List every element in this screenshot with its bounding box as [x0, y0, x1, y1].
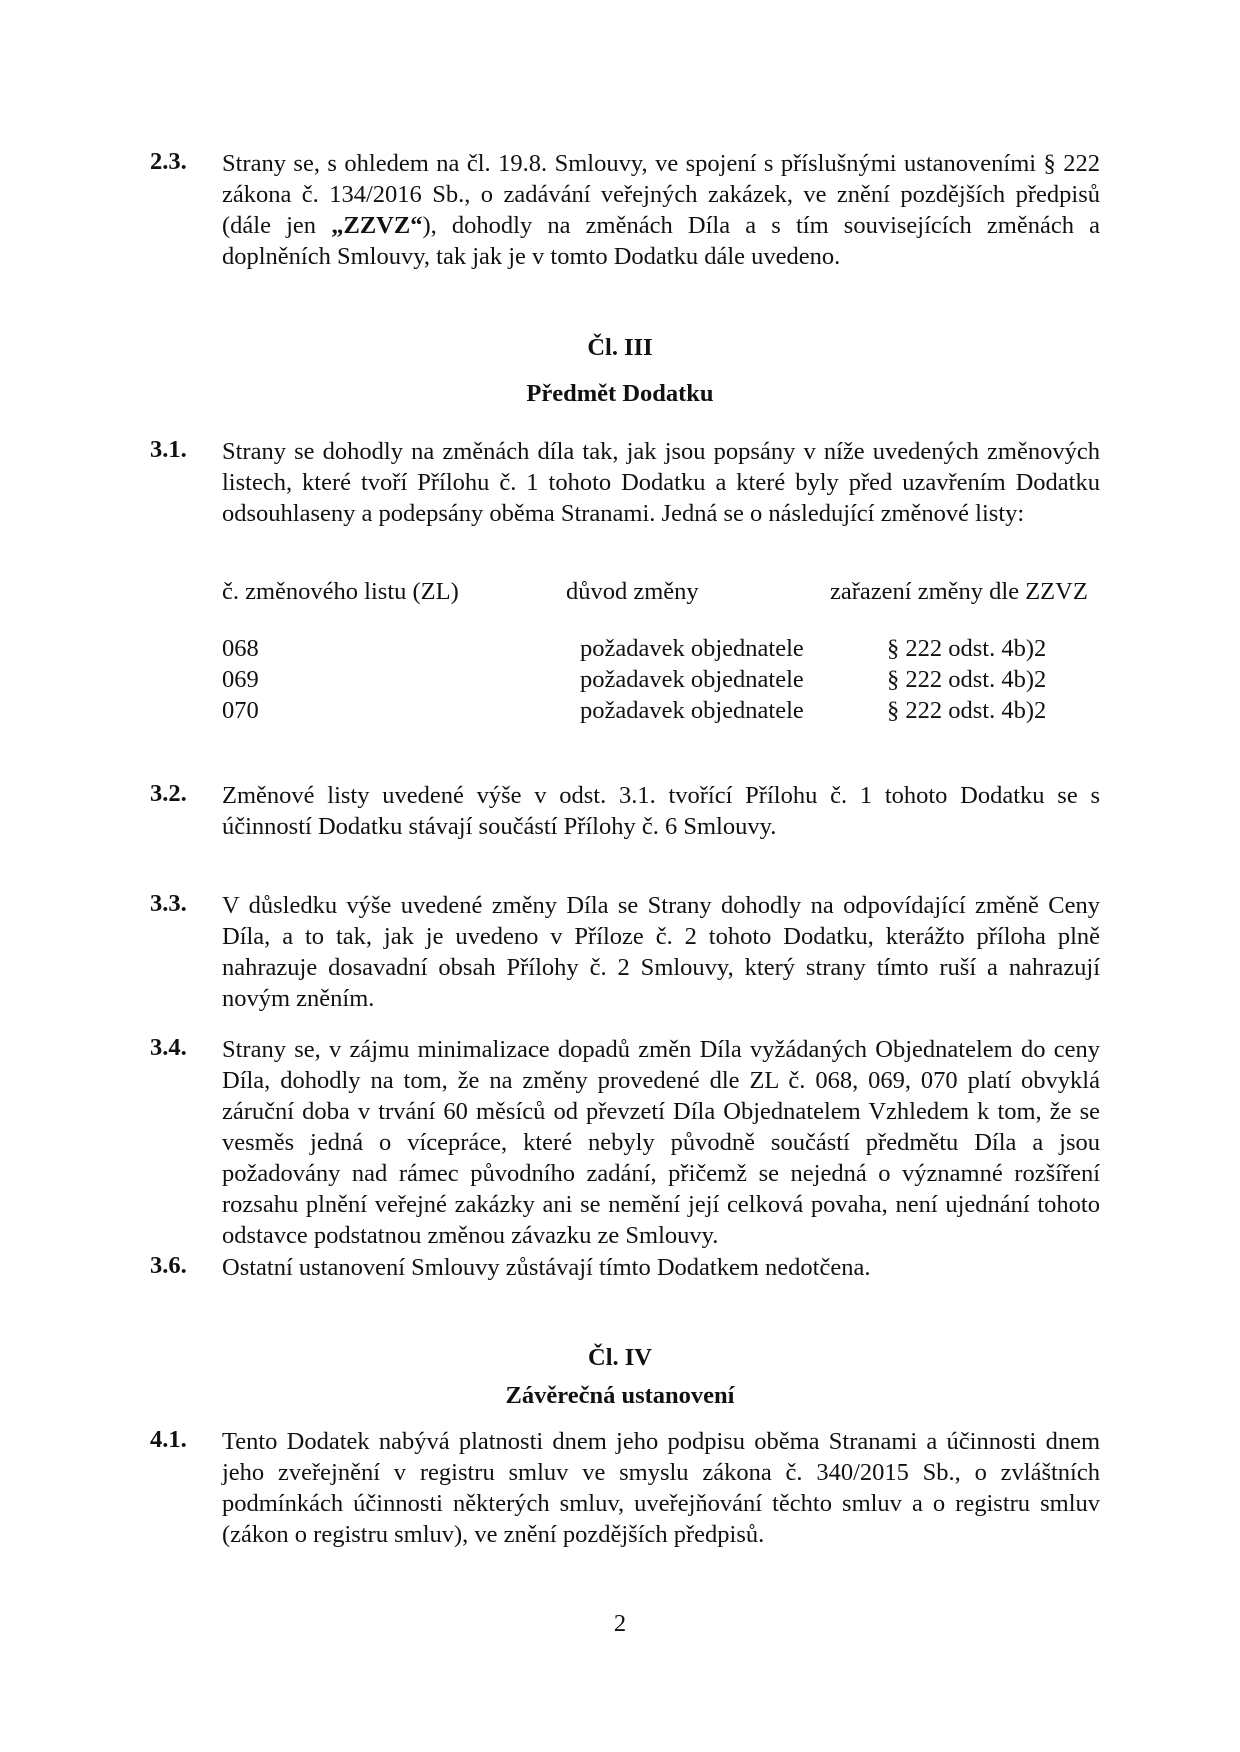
table-cell: požadavek objednatele	[580, 697, 804, 724]
clause-4-1	[150, 1426, 1100, 1550]
table-cell: 070	[222, 697, 259, 724]
table-cell: 068	[222, 635, 259, 662]
page-number: 2	[613, 1610, 627, 1637]
table-row	[222, 633, 1102, 664]
clause-text: Změnové listy uvedené výše v odst. 3.1. tvořící Přílohu č. 1 tohoto Dodatku se s účinností Dodatku stávají součástí Přílohy č. 6 Smlouvy.	[222, 782, 1100, 840]
clause-number: 3.6.	[150, 1252, 187, 1279]
clause-text: Strany se, v zájmu minimalizace dopadů změn Díla vyžádaných Objednatelem do ceny Díla, dohodly na tom, že na změny provedené dle ZL č. 068, 069, 070 platí obvyklá záruční doba v trvání 60 měsíců od převzetí Díla Objednatelem Vzhledem k tom, že se vesměs jedná o vícepráce, které nebyly původně součástí předmětu Díla a jsou požadovány nad rámec původního zadání, přičemž se nejedná o významné rozšíření rozsahu plnění veřejné zakázky ani se nemění její celková povaha, není ujednání tohoto odstavce podstatnou změnou závazku ze Smlouvy.	[222, 1036, 1100, 1249]
article-number: Čl. IV	[588, 1344, 652, 1371]
table-cell: § 222 odst. 4b)2	[887, 635, 1047, 662]
table-row	[222, 695, 1102, 726]
table-cell: požadavek objednatele	[580, 666, 804, 693]
column-header: zařazení změny dle ZZVZ	[830, 578, 1088, 605]
clause-3-2	[150, 780, 1100, 842]
clause-number: 3.3.	[150, 890, 187, 917]
article-number: Čl. III	[587, 334, 653, 361]
clause-text: Strany se, s ohledem na čl. 19.8. Smlouvy, ve spojení s příslušnými ustanoveními § 222 zákona č. 134/2016 Sb., o zadávání veřejných zakázek, ve znění pozdějších předpisů (dále jen „ZZVZ“), dohodly na změnách Díla a s tím souvisejících změnách a doplněních Smlouvy, tak jak je v tomto Dodatku dále uvedeno.	[222, 150, 1100, 270]
article-4-heading	[0, 1340, 1240, 1414]
article-3-heading	[0, 330, 1240, 412]
column-header: č. změnového listu (ZL)	[222, 578, 459, 605]
table-cell: 069	[222, 666, 259, 693]
table-cell: požadavek objednatele	[580, 635, 804, 662]
clause-3-6	[150, 1252, 1100, 1283]
clause-3-1	[150, 436, 1100, 529]
clause-number: 3.4.	[150, 1034, 187, 1061]
clause-text: Strany se dohodly na změnách díla tak, jak jsou popsány v níže uvedených změnových listech, které tvoří Přílohu č. 1 tohoto Dodatku a které byly před uzavřením Dodatku odsouhlaseny a podepsány oběma Stranami. Jedná se o následující změnové listy:	[222, 438, 1100, 527]
change-list-table	[222, 576, 1102, 726]
clause-3-4	[150, 1034, 1100, 1251]
table-header	[222, 576, 1102, 607]
clause-text: V důsledku výše uvedené změny Díla se Strany dohodly na odpovídající změně Ceny Díla, a to tak, jak je uvedeno v Příloze č. 2 tohoto Dodatku, kterážto příloha plně nahrazuje dosavadní obsah Přílohy č. 2 Smlouvy, který strany tímto ruší a nahrazují novým zněním.	[222, 892, 1100, 1012]
clause-text: Tento Dodatek nabývá platnosti dnem jeho podpisu oběma Stranami a účinnosti dnem jeho zveřejnění v registru smluv ve smyslu zákona č. 340/2015 Sb., o zvláštních podmínkách účinnosti některých smluv, uveřejňování těchto smluv a o registru smluv (zákon o registru smluv), ve znění pozdějších předpisů.	[222, 1428, 1100, 1548]
clause-number: 3.2.	[150, 780, 187, 807]
clause-number: 3.1.	[150, 436, 187, 463]
abbreviation-zzvz: „ZZVZ“	[331, 212, 423, 239]
clause-number: 4.1.	[150, 1426, 187, 1453]
column-header: důvod změny	[566, 578, 699, 605]
article-title: Závěrečná ustanovení	[505, 1382, 735, 1409]
table-row	[222, 664, 1102, 695]
article-title: Předmět Dodatku	[526, 380, 714, 407]
clause-3-3	[150, 890, 1100, 1014]
table-cell: § 222 odst. 4b)2	[887, 697, 1047, 724]
clause-text: Ostatní ustanovení Smlouvy zůstávají tímto Dodatkem nedotčena.	[222, 1254, 871, 1281]
clause-2-3	[150, 148, 1100, 272]
table-cell: § 222 odst. 4b)2	[887, 666, 1047, 693]
clause-number: 2.3.	[150, 148, 187, 175]
